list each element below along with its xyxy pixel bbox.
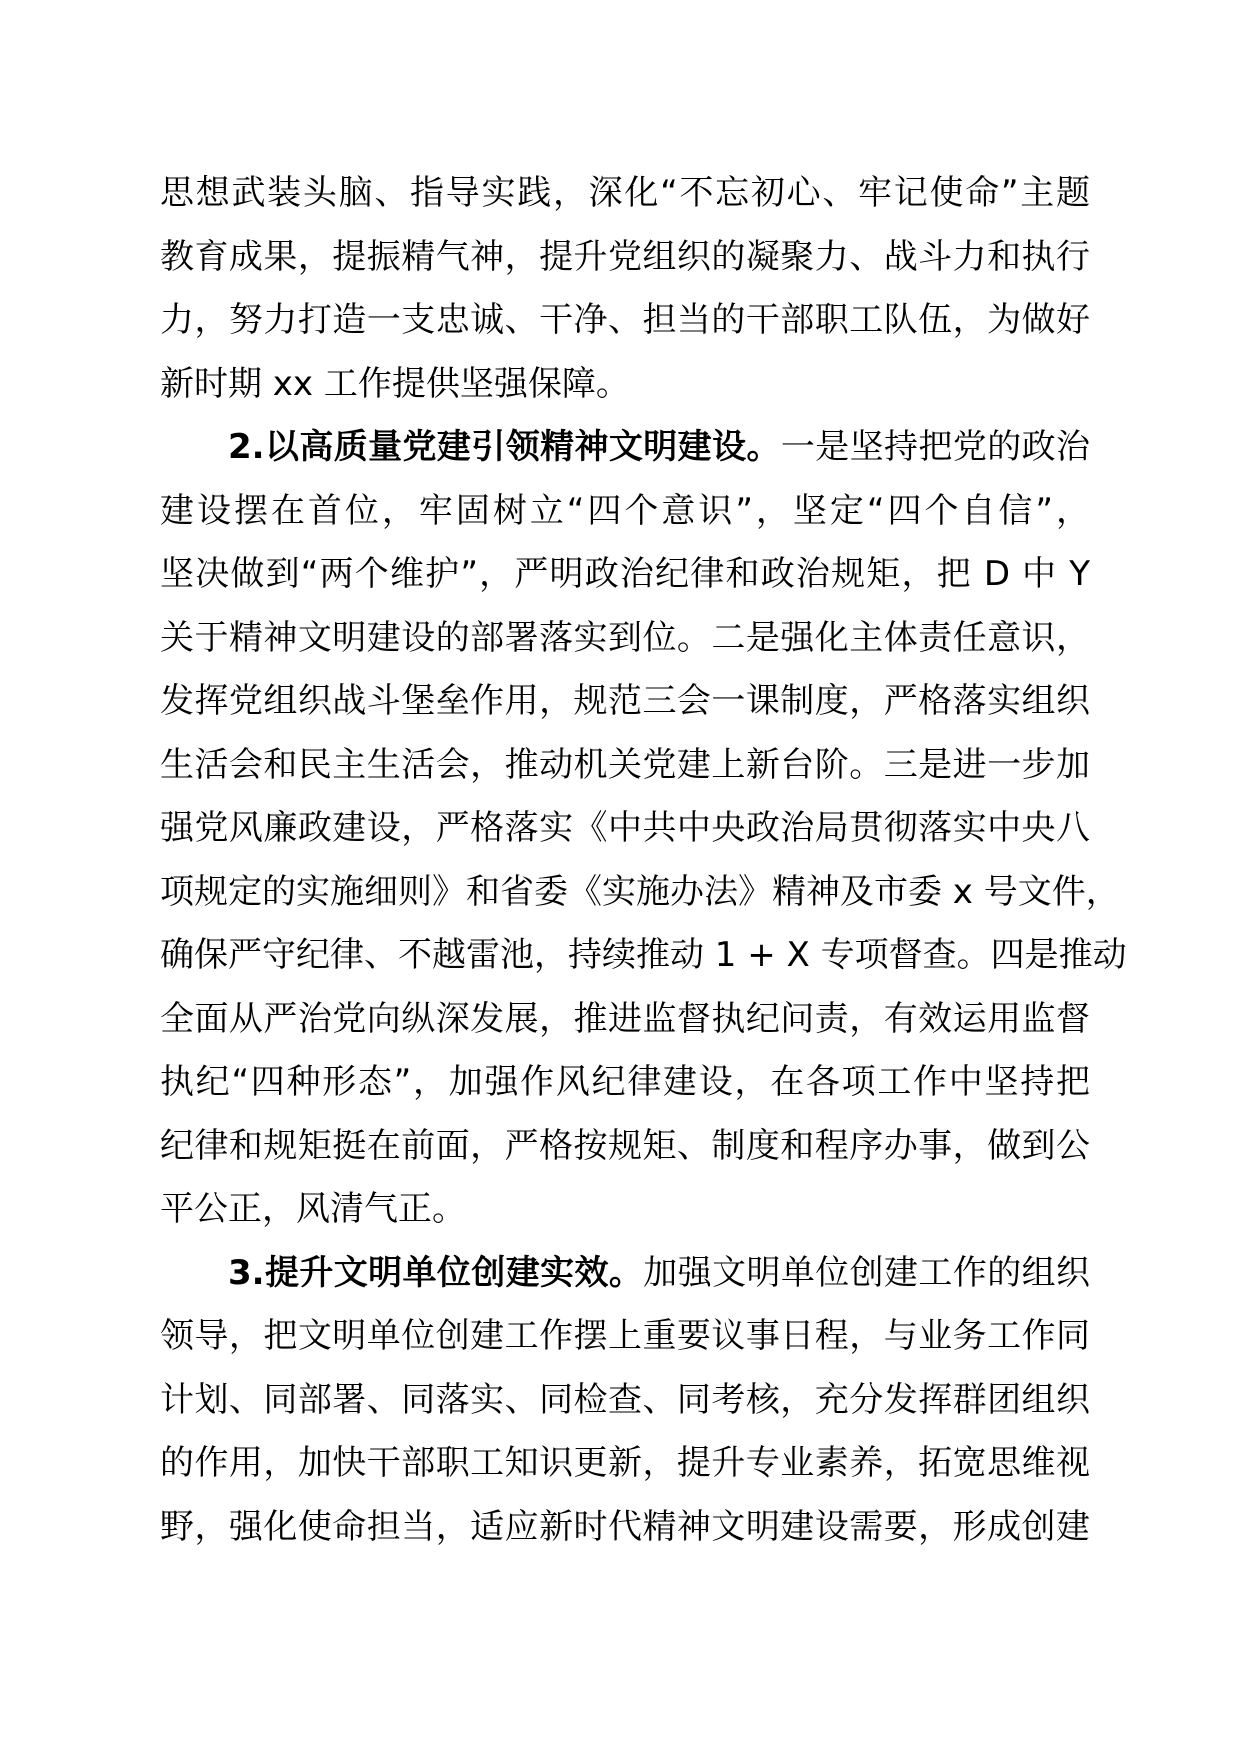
text-line: 项规定的实施细则》和省委《实施办法》精神及市委 x 号文件， <box>160 871 1120 912</box>
text-line: 野，强化使命担当，适应新时代精神文明建设需要，形成创建 <box>160 1506 1090 1547</box>
text-line: 生活会和民主生活会，推动机关党建上新台阶。三是进一步加 <box>160 744 1090 785</box>
text-line: 关于精神文明建设的部署落实到位。二是强化主体责任意识， <box>160 617 1090 658</box>
paragraph-first-line <box>160 1242 1090 1306</box>
text-line: 强党风廉政建设，严格落实《中共中央政治局贯彻落实中央八 <box>160 808 1090 848</box>
text-line: 的作用，加快干部职工知识更新，提升专业素养，拓宽思维视 <box>160 1443 1090 1483</box>
text-line: 平公正，风清气正。 <box>160 1189 466 1229</box>
text-line: 发挥党组织战斗堡垒作用，规范三会一课制度，严格落实组织 <box>160 681 1090 721</box>
paragraph-3 <box>160 1242 1090 1560</box>
paragraph-first-line <box>160 416 1090 480</box>
text-span: 一是坚持把党的政治 <box>780 427 1090 467</box>
text-line: 教育成果，提振精气神，提升党组织的凝聚力、战斗力和执行 <box>160 236 1090 277</box>
text-line: 力，努力打造一支忠诚、干净、担当的干部职工队伍，为做好 <box>160 300 1090 340</box>
paragraph-2 <box>160 416 1127 1242</box>
section-heading: 3.提升文明单位创建实效。 <box>228 1252 644 1293</box>
text-line: 确保严守纪律、不越雷池，持续推动 1 + X 专项督查。四是推动 <box>160 935 1127 975</box>
text-line: 领导，把文明单位创建工作摆上重要议事日程，与业务工作同 <box>160 1316 1090 1356</box>
text-line: 全面从严治党向纵深发展，推进监督执纪问责，有效运用监督 <box>160 998 1090 1039</box>
text-line: 新时期 xx 工作提供坚强保障。 <box>160 363 630 404</box>
text-line: 建设摆在首位，牢固树立“四个意识”，坚定“四个自信”， <box>160 490 1090 531</box>
text-span: 加强文明单位创建工作的组织 <box>643 1252 1091 1293</box>
text-line: 坚决做到“两个维护”，严明政治纪律和政治规矩，把 D 中 Y <box>160 554 1090 594</box>
text-line: 计划、同部署、同落实、同检查、同考核，充分发挥群团组织 <box>160 1379 1090 1420</box>
section-heading: 2.以高质量党建引领精神文明建设。 <box>228 427 781 467</box>
text-line: 思想武装头脑、指导实践，深化“不忘初心、牢记使命”主题 <box>160 173 1090 213</box>
text-line: 执纪“四种形态”，加强作风纪律建设，在各项工作中坚持把 <box>160 1062 1090 1102</box>
document-body <box>160 162 1127 1559</box>
paragraph-1 <box>160 162 1090 416</box>
text-line: 纪律和规矩挺在前面，严格按规矩、制度和程序办事，做到公 <box>160 1125 1090 1166</box>
